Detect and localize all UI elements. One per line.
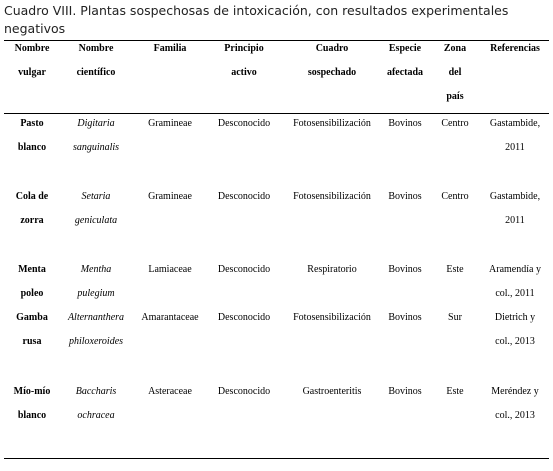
header-line: Zona bbox=[443, 43, 467, 54]
cell-line: blanco bbox=[17, 142, 47, 153]
cell-zona: Este bbox=[446, 386, 464, 397]
cell-nombre-cientifico bbox=[62, 112, 130, 160]
cell-nombre-vulgar bbox=[4, 380, 60, 428]
table-row bbox=[0, 258, 553, 306]
cell-cuadro-sospechado: Respiratorio bbox=[307, 264, 357, 275]
cell-principio-activo: Desconocido bbox=[217, 264, 271, 275]
cell-nombre-vulgar bbox=[4, 112, 60, 160]
cell-familia: Amarantaceae bbox=[141, 312, 199, 323]
cell-nombre-cientifico bbox=[62, 306, 130, 354]
header-line: científico bbox=[76, 67, 116, 78]
header-line: vulgar bbox=[18, 67, 46, 78]
cell-line: zorra bbox=[20, 215, 44, 226]
cell-line: pulegium bbox=[77, 288, 115, 299]
cell-line: Meréndez y bbox=[491, 386, 539, 397]
cell-especie-afectada: Bovinos bbox=[388, 312, 422, 323]
cell-referencias bbox=[480, 258, 550, 306]
cell-line: Gastambide, bbox=[489, 191, 541, 202]
cell-line: Baccharis bbox=[75, 386, 117, 397]
cell-familia: Gramineae bbox=[148, 118, 192, 129]
header-principio-activo bbox=[206, 37, 282, 85]
header-line: Nombre bbox=[78, 43, 114, 54]
header-line: sospechado bbox=[307, 67, 357, 78]
header-line: Referencias bbox=[490, 43, 540, 54]
cell-principio-activo: Desconocido bbox=[217, 312, 271, 323]
cell-line: 2011 bbox=[505, 142, 525, 153]
cell-line: Cola de bbox=[15, 191, 49, 202]
cell-line: philoxeroides bbox=[68, 336, 124, 347]
cell-line: Digitaria bbox=[77, 118, 115, 129]
cell-referencias bbox=[480, 112, 550, 160]
table-row bbox=[0, 185, 553, 233]
cell-nombre-vulgar bbox=[4, 258, 60, 306]
cell-principio-activo: Desconocido bbox=[217, 191, 271, 202]
cell-cuadro-sospechado: Fotosensibilización bbox=[293, 312, 371, 323]
cell-nombre-cientifico bbox=[62, 380, 130, 428]
cell-line: Aramendía y bbox=[489, 264, 541, 275]
cell-cuadro-sospechado: Gastroenteritis bbox=[302, 386, 362, 397]
header-line: Principio bbox=[224, 43, 264, 54]
table-row bbox=[0, 112, 553, 160]
cell-line: 2011 bbox=[505, 215, 525, 226]
cell-principio-activo: Desconocido bbox=[217, 118, 271, 129]
header-line: Cuadro bbox=[315, 43, 349, 54]
table-row bbox=[0, 380, 553, 428]
header-line: Nombre bbox=[14, 43, 50, 54]
cell-line: sanguinalis bbox=[72, 142, 120, 153]
cell-line: poleo bbox=[20, 288, 44, 299]
header-cuadro-sospechado bbox=[282, 37, 382, 85]
header-zona-del-pais bbox=[434, 37, 476, 109]
cell-line: Dietrich y bbox=[494, 312, 536, 323]
header-line: activo bbox=[231, 67, 257, 78]
cell-referencias bbox=[480, 306, 550, 354]
header-line: afectada bbox=[386, 67, 424, 78]
cell-zona: Centro bbox=[441, 191, 469, 202]
header-referencias bbox=[480, 37, 550, 61]
cell-line: Gastambide, bbox=[489, 118, 541, 129]
cell-especie-afectada: Bovinos bbox=[388, 191, 422, 202]
cell-especie-afectada: Bovinos bbox=[388, 386, 422, 397]
header-familia bbox=[136, 37, 204, 61]
header-line: Especie bbox=[388, 43, 422, 54]
header-line: país bbox=[446, 91, 464, 102]
cell-cuadro-sospechado: Fotosensibilización bbox=[293, 118, 371, 129]
cell-line: Mentha bbox=[80, 264, 112, 275]
table-bottom-rule bbox=[4, 458, 549, 459]
cell-nombre-vulgar bbox=[4, 185, 60, 233]
cell-referencias bbox=[480, 185, 550, 233]
cell-line: Setaria bbox=[81, 191, 111, 202]
cell-line: Mío-mío bbox=[13, 386, 51, 397]
cell-line: Alternanthera bbox=[67, 312, 125, 323]
header-line: del bbox=[448, 67, 462, 78]
cell-familia: Lamiaceae bbox=[148, 264, 192, 275]
cell-line: ochracea bbox=[77, 410, 115, 421]
cell-especie-afectada: Bovinos bbox=[388, 264, 422, 275]
cell-cuadro-sospechado: Fotosensibilización bbox=[293, 191, 371, 202]
cell-zona: Centro bbox=[441, 118, 469, 129]
cell-line: col., 2013 bbox=[495, 410, 535, 421]
cell-line: Gamba bbox=[16, 312, 48, 323]
table-caption: Cuadro VIII. Plantas sospechosas de intoxicación, con resultados experimentales negativos bbox=[4, 3, 509, 36]
cell-line: col., 2011 bbox=[495, 288, 535, 299]
cell-line: geniculata bbox=[74, 215, 118, 226]
table-header bbox=[0, 37, 553, 113]
cell-especie-afectada: Bovinos bbox=[388, 118, 422, 129]
cell-line: col., 2013 bbox=[495, 336, 535, 347]
header-nombre-cientifico bbox=[62, 37, 130, 85]
cell-nombre-cientifico bbox=[62, 185, 130, 233]
header-nombre-vulgar bbox=[4, 37, 60, 85]
cell-line: blanco bbox=[17, 410, 47, 421]
cell-principio-activo: Desconocido bbox=[217, 386, 271, 397]
header-line: Familia bbox=[153, 43, 187, 54]
cell-line: rusa bbox=[22, 336, 42, 347]
table-row bbox=[0, 306, 553, 354]
cell-line: Pasto bbox=[20, 118, 44, 129]
cell-familia: Asteraceae bbox=[148, 386, 192, 397]
cell-line: Menta bbox=[18, 264, 46, 275]
cell-nombre-vulgar bbox=[4, 306, 60, 354]
header-especie-afectada bbox=[380, 37, 430, 85]
cell-zona: Este bbox=[446, 264, 464, 275]
cell-referencias bbox=[480, 380, 550, 428]
cell-familia: Gramineae bbox=[148, 191, 192, 202]
cell-nombre-cientifico bbox=[62, 258, 130, 306]
cell-zona: Sur bbox=[448, 312, 462, 323]
